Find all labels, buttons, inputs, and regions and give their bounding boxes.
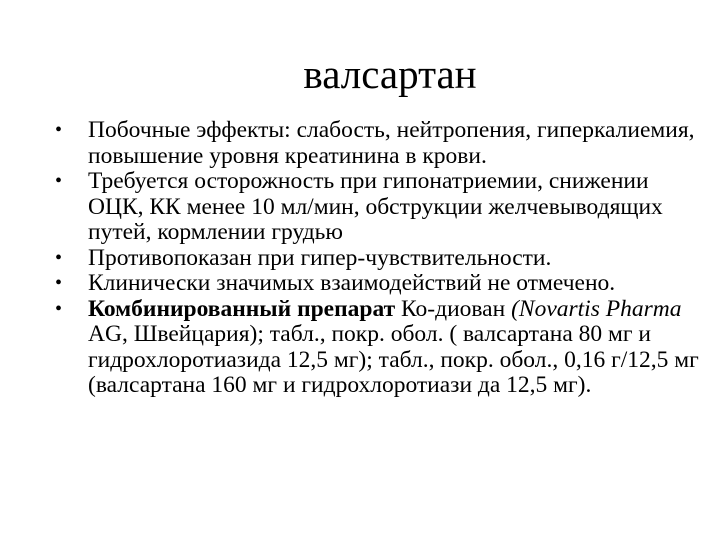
bullet-text: Клинически значимых взаимодействий не отмечено. (88, 270, 616, 296)
bullet-list (52, 118, 702, 399)
bullet-item-interactions (52, 271, 702, 297)
bullet-text: Противопоказан при гипер-чувствительности. (88, 244, 552, 271)
bullet-item-caution (52, 169, 702, 246)
bullet-item-side-effects (52, 118, 702, 169)
bullet-item-contraindication (52, 246, 702, 272)
bullet-text: Ко-диован (395, 295, 512, 322)
bullet-item-combination-drug (52, 297, 702, 399)
slide-title: валсартан (303, 51, 477, 97)
bullet-italic-text: (Novartis Pharma (511, 295, 682, 322)
bullet-bold-text: Комбинированный препарат (88, 295, 396, 322)
bullet-dot-icon: • (55, 170, 63, 192)
bullet-text: Требуется осторожность при гипонатриемии, снижении ОЦК, КК менее 10 мл/мин, обструкции желчевыводящих путей, кормлении грудью (88, 168, 663, 245)
bullet-dot-icon: • (55, 119, 63, 141)
bullet-dot-icon: • (55, 272, 63, 294)
bullet-text: AG, Швейцария); табл., покр. обол. ( валсартана 80 мг и гидрохлоротиазида 12,5 мг); табл., покр. обол., 0,16 г/12,5 мг (валсартана 160 мг и гидрохлоротиази да 12,5 мг). (88, 321, 699, 398)
bullet-dot-icon: • (55, 246, 63, 269)
bullet-dot-icon: • (55, 297, 63, 320)
bullet-text: Побочные эффекты: слабость, нейтропения, гиперкалиемия, повышение уровня креатинина в крови. (88, 117, 695, 169)
